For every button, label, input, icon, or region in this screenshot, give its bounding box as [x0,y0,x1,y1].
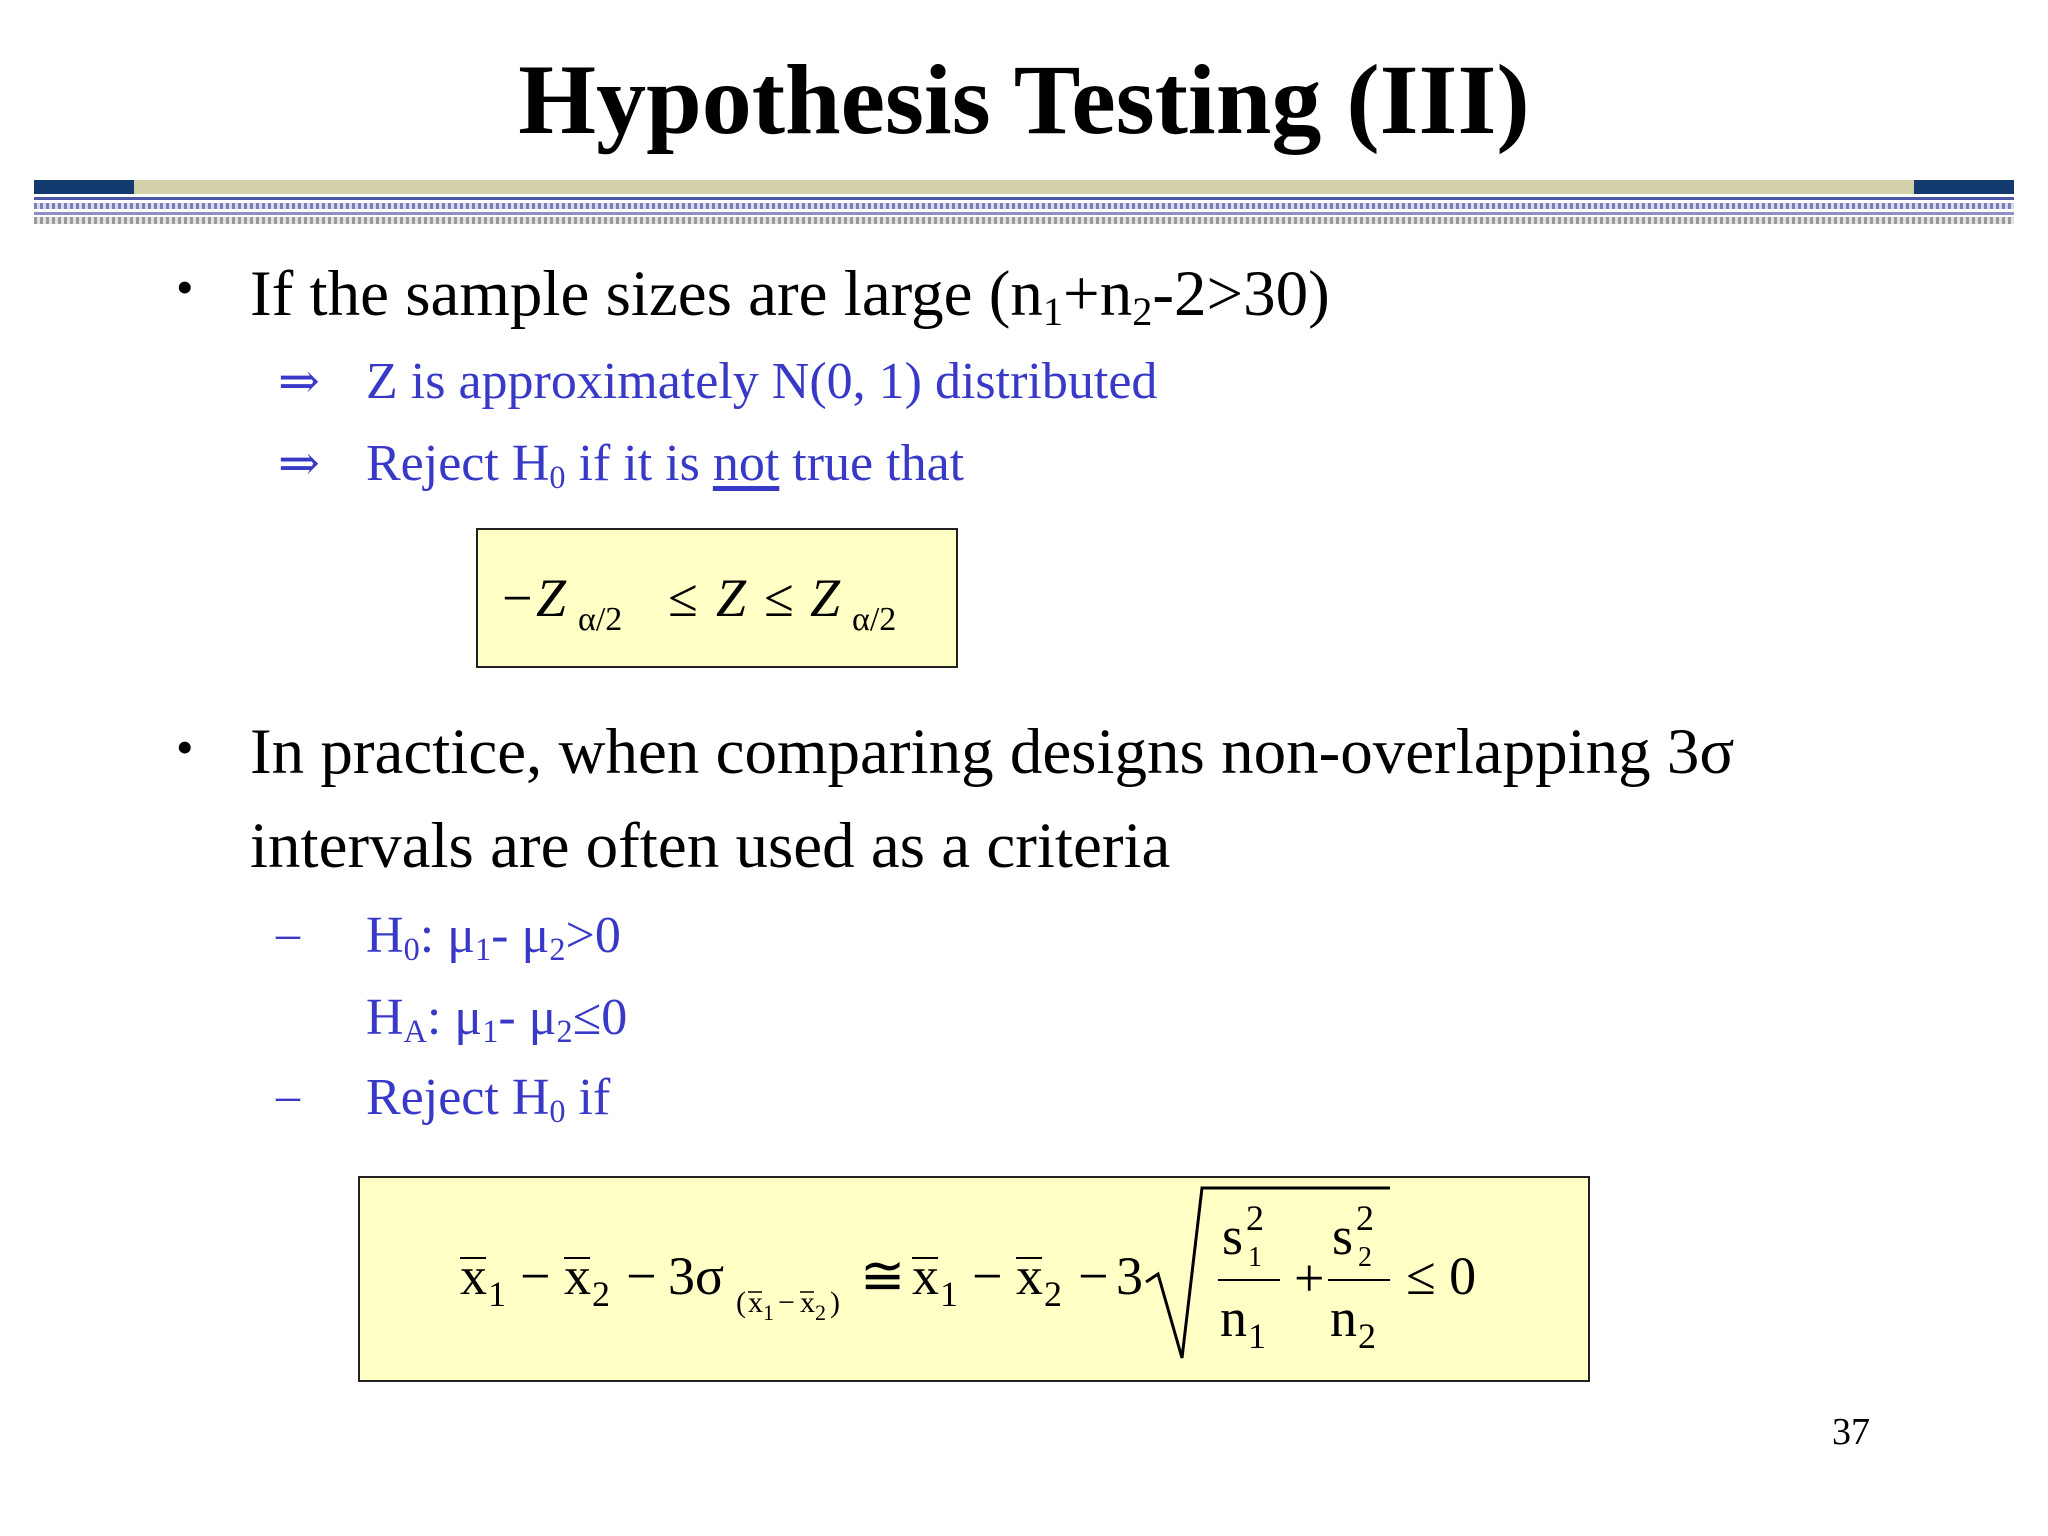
svg-text:1: 1 [940,1274,958,1314]
svg-text:): ) [830,1286,840,1319]
svg-text:n: n [1220,1288,1247,1348]
svg-text:(: ( [736,1286,746,1319]
page-number: 37 [1832,1411,1870,1453]
svg-text:≤: ≤ [764,568,794,628]
svg-text:Z: Z [536,568,567,628]
bullet-marker: • [176,259,194,315]
formula-z-interval [478,530,956,666]
sub-item-reject-h0-if: Reject $H_0$ if [366,1069,611,1130]
title-rule-stripe-2 [34,217,2014,224]
svg-text:x: x [800,1286,815,1319]
svg-text:s: s [1222,1206,1244,1266]
svg-text:−: − [972,1246,1003,1306]
svg-text:1: 1 [763,1300,774,1325]
title-rule-left-block [34,180,134,194]
svg-text:x: x [564,1246,591,1306]
hypothesis-alternative: $H_A$: $\mu_1-$ $\mu_2\le 0$ [366,989,628,1050]
svg-text:2: 2 [1044,1274,1062,1314]
svg-text:≤: ≤ [668,568,698,628]
svg-text:1: 1 [1248,1242,1262,1273]
svg-text:2: 2 [1356,1198,1374,1238]
title-rule [34,180,2014,194]
implies-icon: ⇒ [278,435,320,491]
title-rule-right-block [1914,180,2014,194]
bullet-2-line-2: intervals are often used as a criteria [250,810,1171,882]
formula-box-z-interval [476,528,958,668]
svg-text:Z: Z [810,568,841,628]
svg-text:−: − [778,1286,795,1319]
implies-icon: ⇒ [278,353,320,409]
slide-title: Hypothesis Testing (III) [518,44,1530,155]
formula-three-sigma [360,1178,1588,1380]
svg-text:s: s [1332,1206,1354,1266]
title-rule-line-2 [34,212,2014,215]
svg-text:α/2: α/2 [578,601,623,638]
sub-item-z-distribution: Z is approximately N(0, 1) distributed [366,353,1158,410]
title-rule-line [34,197,2014,200]
svg-text:−: − [520,1246,551,1306]
svg-text:Z: Z [716,568,747,628]
svg-text:−: − [502,568,533,628]
formula-box-three-sigma [358,1176,1590,1382]
svg-text:−: − [626,1246,657,1306]
svg-text:x: x [1016,1246,1043,1306]
svg-text:2: 2 [1358,1316,1376,1356]
dash-marker: – [276,907,300,960]
svg-text:α/2: α/2 [852,601,897,638]
svg-text:≅: ≅ [860,1246,906,1306]
title-rule-stripe [34,203,2014,209]
svg-text:x: x [460,1246,487,1306]
bullet-marker: • [176,719,194,775]
svg-text:2: 2 [592,1274,610,1314]
svg-text:3: 3 [1116,1246,1143,1306]
svg-text:1: 1 [1248,1316,1266,1356]
svg-text:+: + [1294,1248,1325,1308]
svg-text:x: x [748,1286,763,1319]
sub-item-reject-h0: Reject $H_0$ if it is not true that [366,435,965,496]
svg-text:1: 1 [488,1274,506,1314]
svg-text:n: n [1330,1288,1357,1348]
svg-text:2: 2 [1358,1242,1372,1273]
bullet-1-text: If the sample sizes are large $(n_1+n_2-2>30)$ [250,258,1330,335]
svg-text:≤ 0: ≤ 0 [1406,1246,1477,1306]
svg-text:x: x [912,1246,939,1306]
svg-text:−: − [1078,1246,1109,1306]
svg-text:2: 2 [1246,1198,1264,1238]
bullet-2-line-1: In practice, when comparing designs non-overlapping 3σ [250,716,1735,788]
hypothesis-null: $H_0$: $\mu_1-$ $\mu_2>0$ [366,907,621,968]
dash-marker: – [276,1069,300,1122]
svg-text:3σ: 3σ [668,1246,725,1306]
svg-text:2: 2 [815,1300,826,1325]
